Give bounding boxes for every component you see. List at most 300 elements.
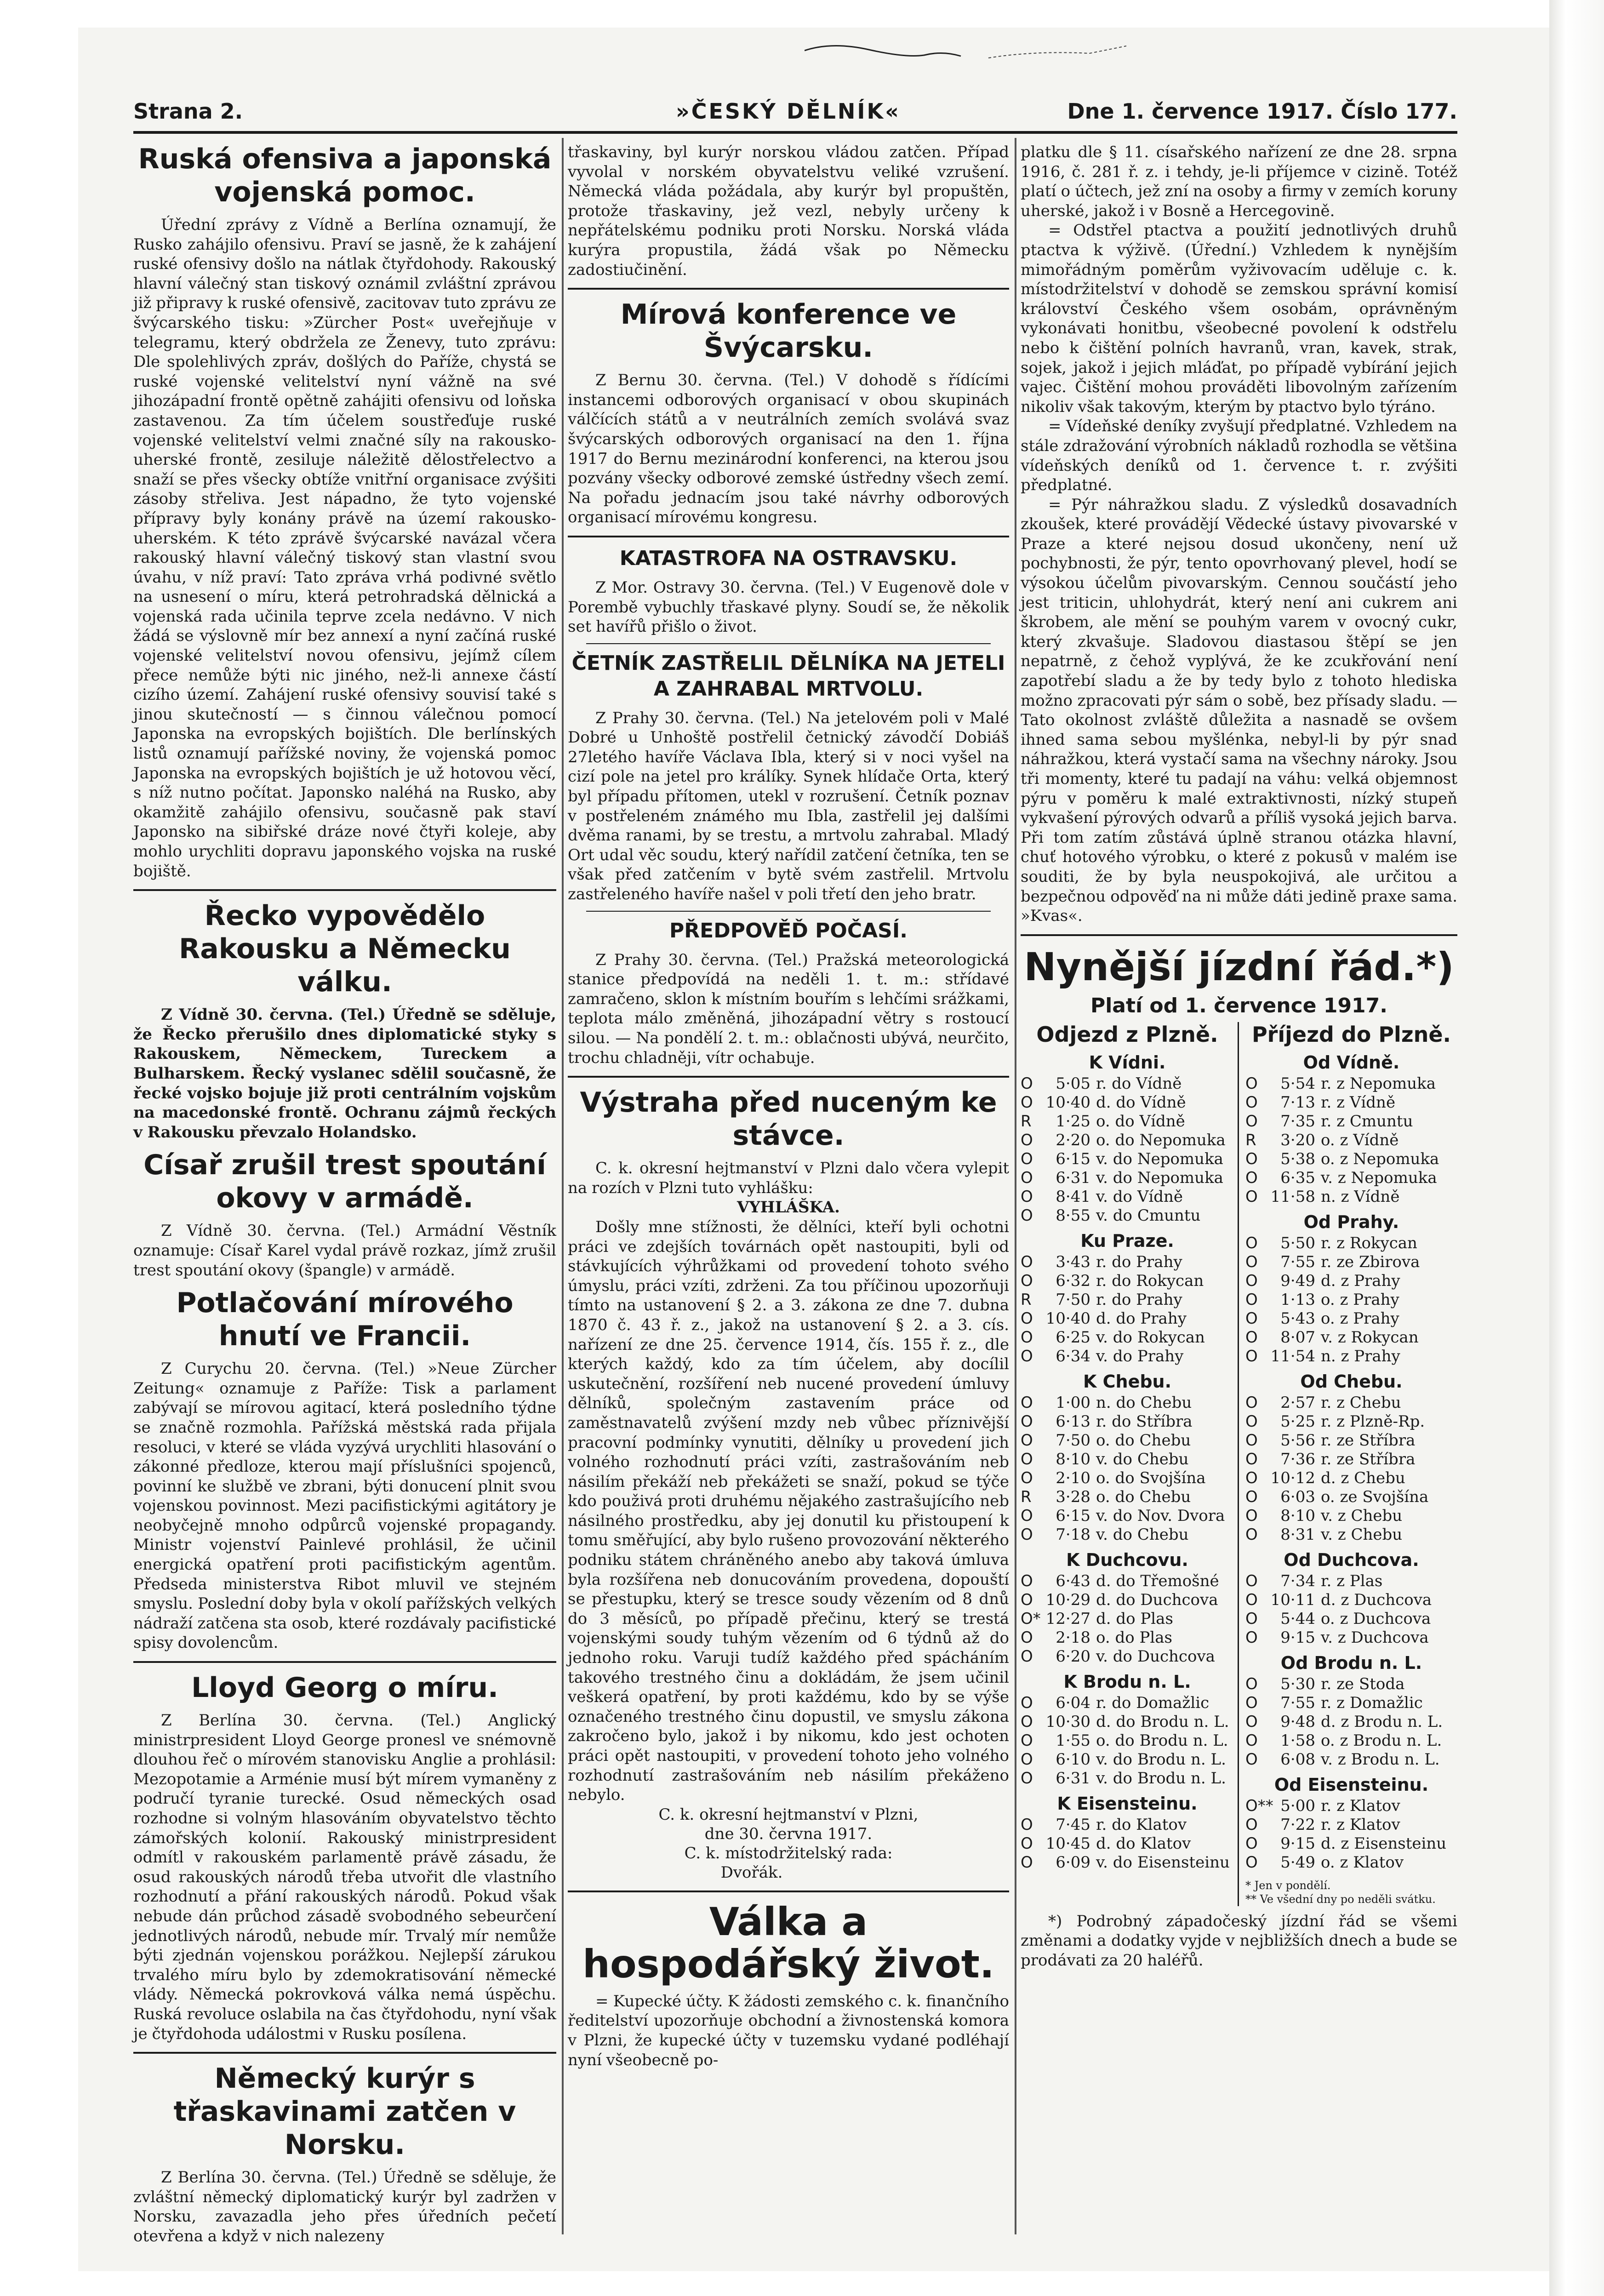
train-marker: O (1021, 1506, 1033, 1525)
article-separator (568, 1076, 1009, 1078)
timetable-row (1021, 1628, 1234, 1647)
timetable-row (1021, 1188, 1234, 1206)
signature: Dvořák. (720, 1863, 783, 1882)
timetable-row (1245, 1112, 1457, 1131)
timetable-row (1245, 1834, 1457, 1853)
train-time: 7·13 (1280, 1093, 1315, 1112)
train-marker: O (1021, 1093, 1033, 1112)
train-time: 7·35 (1280, 1112, 1315, 1131)
article-separator (568, 288, 1009, 290)
train-destination: r. z Cmuntu (1321, 1112, 1413, 1131)
train-destination: d. do Brodu n. L. (1096, 1712, 1229, 1731)
article-text: Z Mor. Ostravy 30. června. (Tel.) V Eugenově dole v Porembě vybuchly třaskavé plyny. Soudí se, že několik set havířů přišlo o život. (568, 578, 1009, 636)
timetable-row (1245, 1797, 1457, 1816)
train-destination: r. z Vídně (1321, 1093, 1396, 1112)
train-marker: O (1021, 1074, 1033, 1093)
train-destination: d. do Prahy (1096, 1309, 1187, 1328)
train-marker: O* (1021, 1609, 1041, 1628)
article-text: = Pýr náhražkou sladu. Z výsledků dosavadních zkoušek, které provádějí Vědecké ústavy pivovarské v Praze a které nejsou dosud ukončeny, není už pochybnosti, že pýr, tento opovrhovaný plevel, hodí se výsokou účelům pivovarským. Cennou součástí jeho jest triticin, uhlohydrát, který není ani cukrem ani škrobem, ale mění se pouhým varem v ovocný cukr, který zkvašuje. Sladovou diastasou štěpí se jen nepatrně, z čehož vyplývá, že ke zcukřování není zapotřebí sladu a že by tedy bylo z tohoto hlediska možno zpracovati pýr sám o sobě, bez přísady sladu. — Tato okolnost zvláště důležita a nasnadě se ovšem ihned sama sebou myšlénka, nebyl-li by pýr snad náhražkou, která vystačí sama na všechny nároky. Jsou tři momenty, které tu padají na váhu: velká objemnost pýru v poměru k malé extraktivnosti, nízký stupeň vykvašení pýrových odvarů a příliš vysoká jejich barva. Při tom zatím zůstává úplně stranou otázka hlavní, chuť hotového výrobku, o které z pokusů v malém ise souditi, že by byla neuspokojivá, ale určitou a bezpečnou odpověď na ni může dáti jedině praxe sama. »Kvas«. (1021, 495, 1457, 925)
train-time: 7·50 (1056, 1431, 1090, 1450)
timetable-row (1245, 1572, 1457, 1591)
timetable-row (1245, 1488, 1457, 1507)
train-marker: R (1021, 1290, 1032, 1309)
train-time: 6·43 (1056, 1571, 1090, 1590)
train-marker: O (1245, 1506, 1258, 1525)
timetable-row (1245, 1853, 1457, 1872)
article-title: Výstraha před nuceným ke stávce. (580, 1086, 997, 1152)
timetable-group-title: Od Chebu. (1300, 1371, 1403, 1392)
timetable-row (1245, 1309, 1457, 1328)
train-time: 1·13 (1280, 1290, 1315, 1309)
timetable-row (1021, 1347, 1234, 1366)
train-destination: o. ze Svojšína (1321, 1487, 1429, 1506)
timetable-row (1245, 1450, 1457, 1469)
train-time: 8·31 (1280, 1525, 1315, 1544)
timetable-row (1245, 1093, 1457, 1112)
train-marker: O (1245, 1290, 1258, 1309)
train-destination: v. do Brodu n. L. (1096, 1750, 1226, 1769)
train-destination: r. ze Stříbra (1321, 1431, 1416, 1450)
train-destination: r. z Chebu (1321, 1393, 1401, 1412)
article-title: Mírová konference ve Švýcarsku. (620, 298, 957, 364)
article-text: Z Curychu 20. června. (Tel.) »Neue Zürcher Zeitung« oznamuje z Paříže: Tisk a parlament zabývají se mírovou agitací, která posledního týdne se značně rozmohla. Pařížská městská rada přijala resoluci, v které se vláda vyzývá urychliti hlasování o zákonné předloze, kterou mají příslušníci spojenců, povinní ke službě ve zbrani, býti donucení plnit svou vojenskou povinnost. Mezi pacifistickými agitátory je neobyčejně mnoho odpůrců vojenské propagandy. Ministr vojenství Painlevé prohlásil, že učinil energická opatření proti pacifistickým agentům. Předseda ministerstva Ribot mluvil ve stejném smyslu. Poslední doby byla v okolí pařížských velkých nádraží zatčena sta osob, které rozdávaly pacifistické spisy dovolencům. (133, 1359, 556, 1652)
timetable-group-title: Od Prahy. (1303, 1211, 1399, 1232)
article-title: Císař zrušil trest spoutání okovy v armádě. (143, 1149, 546, 1215)
train-marker: O (1021, 1571, 1033, 1590)
train-marker: O (1021, 1731, 1033, 1750)
timetable-row (1245, 1074, 1457, 1093)
train-marker: O (1021, 1309, 1033, 1328)
train-marker: O (1245, 1431, 1258, 1450)
train-time: 6·31 (1056, 1769, 1090, 1788)
train-marker: O (1021, 1347, 1033, 1365)
timetable-row (1245, 1507, 1457, 1525)
timetable-row (1245, 1131, 1457, 1150)
signature: C. k. místodržitelský rada: (684, 1844, 893, 1862)
train-destination: r. z Domažlic (1321, 1693, 1423, 1712)
train-time: 5·25 (1280, 1412, 1315, 1431)
train-destination: v. z Chebu (1321, 1506, 1403, 1525)
article-separator (133, 2052, 556, 2054)
train-time: 6·10 (1056, 1750, 1090, 1769)
train-marker: O (1245, 1590, 1258, 1609)
train-marker: O (1021, 1815, 1033, 1834)
article-separator (568, 1890, 1009, 1892)
train-time: 5·56 (1280, 1431, 1315, 1450)
train-time: 3·20 (1280, 1131, 1315, 1149)
train-time: 7·22 (1280, 1815, 1315, 1834)
train-destination: v. z Rokycan (1321, 1328, 1419, 1347)
train-destination: o. z Klatov (1321, 1853, 1404, 1872)
train-marker: O (1021, 1328, 1033, 1347)
train-destination: o. z Duchcova (1321, 1609, 1431, 1628)
train-destination: r. do Domažlic (1096, 1693, 1210, 1712)
article-separator (133, 1661, 556, 1663)
article-separator (133, 889, 556, 891)
train-time: 3·43 (1056, 1252, 1090, 1271)
train-time: 8·55 (1056, 1206, 1090, 1225)
column-2 (568, 143, 1009, 2070)
timetable-row (1245, 1253, 1457, 1272)
train-destination: r. do Prahy (1096, 1290, 1182, 1309)
train-time: 10·30 (1045, 1712, 1090, 1731)
train-destination: d. z Duchcova (1321, 1590, 1432, 1609)
article-continuation: třaskaviny, byl kurýr norskou vládou zatčen. Případ vyvolal v norském obyvatelstvu veliké vzrušení. Německá vláda požádala, aby kurýr byl propuštěn, protože třaskaviny, jež vezl, nebyly určeny k nepřátelskému podniku proti Norsku. Norská vláda kurýra propustila, žádá však po Německu zadostiučinění. (568, 143, 1009, 279)
train-marker: O (1245, 1628, 1258, 1647)
train-time: 6·09 (1056, 1853, 1090, 1872)
train-time: 1·58 (1280, 1731, 1315, 1750)
train-time: 7·55 (1280, 1693, 1315, 1712)
train-time: 8·10 (1280, 1506, 1315, 1525)
train-destination: v. do Prahy (1096, 1347, 1184, 1365)
page-edge (1549, 0, 1604, 2296)
article-title: Potlačování mírového hnutí ve Francii. (176, 1287, 514, 1353)
timetable-row (1021, 1074, 1234, 1093)
departure-groups (1021, 1052, 1234, 1872)
train-destination: r. z Plzně-Rp. (1321, 1412, 1425, 1431)
timetable-row (1245, 1394, 1457, 1412)
train-time: 10·29 (1045, 1590, 1090, 1609)
train-marker: O (1245, 1468, 1258, 1487)
train-time: 6·34 (1056, 1347, 1090, 1365)
train-marker: O (1021, 1131, 1033, 1149)
timetable-row (1021, 1093, 1234, 1112)
article-text: Došly mne stížnosti, že dělníci, kteří byli ochotni práci ve zdejších továrnách opět nastoupiti, byli od stávkujících výhrůžkami od provedení tohoto svého úmyslu, práci vzíti, zdrženi. Za tou příčinou upozorňuji tímto na ustanovení § 2. a 3. zákona ze dne 7. dubna 1870 č. 43 ř. z., jakož na ustanovení § 2. a 3. cís. nařízení ze dne 25. července 1914, čís. 155 ř. z., dle kterých každý, kdo za tím účelem, aby docílil uskutečnění, rozšíření neb nucené provedení úmluvy dělníků, společným zastavením práce od zaměstnavatelů zvýšení mzdy neb vůbec příznivější pracovní podmínky vynutiti, dělníky u provedení jich volného rozhodnutí práci vzíti, zastrašováním neb násilím překáží neb překážeti se snaží, pokud se týče kdo použivá proti druhému nějakého zastrašujícího neb násilného prostředku, aby jej donutil ku přistoupení k tomu směřující, aby bylo rušeno provozování některého podniku státem chráněného anebo aby taková úmluva byla rozšířena neb donucováním provedena, dopouští se přestupku, který se tresce soudy vězením od 8 dnů do 3 měsíců, po případě přečinu, který se trestá vojenskými soudy tuhým vězením od 6 týdnů až do jednoho roku. Varuji tudíž každého před spácháním takového trestného činu a dokládám, že jsem učinil veškerá opatření, by proti každému, kdo by se výše označeného trestného činu dopustil, ve smyslu zákona zakročeno bylo, jakož i by nikomu, kdo jest ochoten práci opět nastoupiti, v provedení tohoto jeho volného rozhodnutí zastrašováním neb násilím překáženo nebylo. (568, 1217, 1009, 1805)
article-text: Z Prahy 30. června. (Tel.) Pražská meteorologická stanice předpovídá na neděli 1. t. m.: střídavé zamračeno, sklon k místním bouřím s lehčími srážkami, teplota málo změněná, jihozápadní větry s rostoucí silou. — Na pondělí 2. t. m.: oblačnosti ubývá, neurčito, trochu chladněji, vítr ochabuje. (568, 950, 1009, 1067)
timetable-group-title: Od Duchcova. (1284, 1549, 1419, 1570)
train-destination: r. ze Zbirova (1321, 1252, 1420, 1271)
train-destination: n. z Vídně (1321, 1187, 1400, 1206)
article-text: = Vídeňské deníky zvyšují předplatné. Vzhledem na stále zdražování výrobních nákladů rozhodla se většina vídeňských deníků od 1. července t. r. zvýšiti předplatné. (1021, 417, 1457, 495)
train-marker: O (1021, 1712, 1033, 1731)
timetable-row (1245, 1469, 1457, 1488)
train-marker: O (1245, 1347, 1258, 1365)
train-marker: O (1245, 1750, 1258, 1769)
timetable-note: *) Podrobný západočeský jízdní řád se všemi změnami a dodatky vyjde v nejbližších dnech a bude se prodávati za 20 haléřů. (1021, 1912, 1457, 1970)
timetable-row (1021, 1112, 1234, 1131)
train-marker: R (1245, 1131, 1256, 1149)
train-time: 5·30 (1280, 1674, 1315, 1693)
train-destination: r. z Rokycan (1321, 1234, 1417, 1252)
train-marker: O (1021, 1252, 1033, 1271)
train-destination: v. do Duchcova (1096, 1647, 1215, 1666)
timetable-title: Nynější jízdní řád.*) (1024, 944, 1454, 989)
article-text: Z Bernu 30. června. (Tel.) V dohodě s řídícími instancemi odborových organisací v obou skupinách válčících států a v neutrálních zemích svolává svaz švýcarských odborových organisací na den 1. října 1917 do Bernu mezinárodní konferenci, na kterou jsou pozvány všecky odborové zemské ústředny všech zemí. Na pořadu jednacím jsou také návrhy odborových organisací mírovému kongresu. (568, 371, 1009, 527)
train-time: 5·49 (1280, 1853, 1315, 1872)
train-destination: v. do Brodu n. L. (1096, 1769, 1226, 1788)
train-marker: O (1245, 1450, 1258, 1468)
timetable-row (1021, 1469, 1234, 1488)
train-destination: v. do Cmuntu (1096, 1206, 1201, 1225)
column-divider (562, 138, 564, 2234)
arrivals (1239, 1022, 1457, 1906)
train-time: 1·55 (1056, 1731, 1090, 1750)
timetable-row (1021, 1694, 1234, 1713)
timetable-row (1245, 1750, 1457, 1769)
timetable-group-title: K Vídni. (1089, 1052, 1166, 1073)
train-time: 5·44 (1280, 1609, 1315, 1628)
train-marker: O (1245, 1525, 1258, 1544)
train-destination: v. do Chebu (1096, 1525, 1189, 1544)
train-destination: r. z Klatov (1321, 1815, 1400, 1834)
train-destination: v. do Nepomuka (1096, 1149, 1223, 1168)
train-destination: o. do Svojšína (1096, 1468, 1206, 1487)
train-destination: d. do Plas (1096, 1609, 1173, 1628)
train-time: 10·45 (1045, 1834, 1090, 1853)
timetable-row (1021, 1591, 1234, 1610)
train-marker: O (1021, 1468, 1033, 1487)
train-marker: O (1245, 1074, 1258, 1093)
train-time: 6·08 (1280, 1750, 1315, 1769)
train-time: 5·38 (1280, 1149, 1315, 1168)
train-marker: O (1021, 1168, 1033, 1187)
article-title: Ruská ofensiva a japonská vojenská pomoc. (138, 143, 552, 208)
train-time: 9·15 (1280, 1834, 1315, 1853)
train-destination: d. do Klatov (1096, 1834, 1191, 1853)
signature: C. k. okresní hejtmanství v Plzni, (658, 1805, 919, 1824)
train-time: 5·54 (1280, 1074, 1315, 1093)
train-marker: R (1021, 1487, 1032, 1506)
timetable-row (1245, 1347, 1457, 1366)
train-time: 6·15 (1056, 1506, 1090, 1525)
train-time: 6·04 (1056, 1693, 1090, 1712)
train-time: 7·55 (1280, 1252, 1315, 1271)
timetable-row (1245, 1412, 1457, 1431)
train-marker: O (1245, 1252, 1258, 1271)
train-destination: o. do Vídně (1096, 1112, 1185, 1131)
train-destination: n. do Chebu (1096, 1393, 1192, 1412)
timetable-footnote: * Jen v pondělí. (1245, 1879, 1331, 1892)
train-destination: o. z Nepomuka (1321, 1149, 1439, 1168)
train-destination: d. do Duchcova (1096, 1590, 1218, 1609)
train-marker: O (1245, 1853, 1258, 1872)
timetable-row (1245, 1169, 1457, 1188)
train-time: 5·43 (1280, 1309, 1315, 1328)
header-rule (133, 131, 1457, 134)
train-time: 6·13 (1056, 1412, 1090, 1431)
column-divider (1015, 138, 1016, 2234)
timetable-row (1021, 1169, 1234, 1188)
train-destination: v. z Brodu n. L. (1321, 1750, 1440, 1769)
train-marker: O (1021, 1412, 1033, 1431)
timetable-row (1021, 1394, 1234, 1412)
timetable-footnote: ** Ve všední dny po neděli svátku. (1245, 1892, 1436, 1906)
timetable-row (1021, 1525, 1234, 1544)
timetable-row (1245, 1431, 1457, 1450)
train-destination: v. do Vídně (1096, 1187, 1183, 1206)
timetable-row (1021, 1834, 1234, 1853)
train-time: 7·36 (1280, 1450, 1315, 1468)
train-marker: R (1021, 1112, 1032, 1131)
article-text: Z Vídně 30. června. (Tel.) Úředně se sděluje, že Řecko přerušilo dnes diplomatické styky s Rakouskem, Německem, Tureckem a Bulharskem. Řecký vyslanec sdělil současně, že řecké vojsko bojuje již proti centrálním vojskům na macedonské frontě. Ochranu zájmů řeckých v Rakousku převzalo Holandsko. (133, 1005, 556, 1142)
timetable-group-title: Od Vídně. (1303, 1052, 1400, 1073)
train-destination: r. do Prahy (1096, 1252, 1182, 1271)
train-destination: r. do Vídně (1096, 1074, 1182, 1093)
article-separator (568, 536, 1009, 537)
timetable-row (1021, 1853, 1234, 1872)
timetable-row (1021, 1713, 1234, 1731)
train-marker: O (1245, 1815, 1258, 1834)
train-marker: O (1245, 1609, 1258, 1628)
timetable-row (1021, 1150, 1234, 1169)
timetable-group-title: Ku Praze. (1080, 1230, 1174, 1251)
train-marker: O (1245, 1712, 1258, 1731)
signature: dne 30. června 1917. (704, 1824, 873, 1843)
train-time: 10·40 (1045, 1093, 1090, 1112)
train-marker: O (1021, 1647, 1033, 1666)
train-destination: v. z Nepomuka (1321, 1168, 1437, 1187)
timetable-row (1245, 1628, 1457, 1647)
departures (1021, 1022, 1239, 1906)
train-time: 6·03 (1280, 1487, 1315, 1506)
train-destination: v. do Nepomuka (1096, 1168, 1223, 1187)
timetable-group-title: K Duchcovu. (1066, 1549, 1188, 1570)
timetable (1021, 1022, 1457, 1906)
train-time: 8·10 (1056, 1450, 1090, 1468)
train-marker: O (1021, 1431, 1033, 1450)
train-marker: O (1021, 1525, 1033, 1544)
train-destination: r. z Plas (1321, 1571, 1383, 1590)
train-marker: O (1021, 1693, 1033, 1712)
train-destination: r. do Klatov (1096, 1815, 1187, 1834)
train-time: 7·50 (1056, 1290, 1090, 1309)
timetable-row (1021, 1412, 1234, 1431)
train-destination: d. z Eisensteinu (1321, 1834, 1447, 1853)
train-marker: O (1245, 1093, 1258, 1112)
train-time: 11·58 (1270, 1187, 1315, 1206)
train-marker: O (1021, 1750, 1033, 1769)
train-time: 6·31 (1056, 1168, 1090, 1187)
train-time: 6·32 (1056, 1271, 1090, 1290)
train-marker: O (1245, 1309, 1258, 1328)
page-number: Strana 2. (133, 99, 243, 124)
train-destination: r. z Klatov (1321, 1796, 1400, 1815)
train-destination: n. z Prahy (1321, 1347, 1400, 1365)
article-title: Lloyd Georg o míru. (191, 1672, 498, 1704)
train-destination: o. z Vídně (1321, 1131, 1399, 1149)
timetable-row (1021, 1450, 1234, 1469)
departures-heading: Odjezd z Plzně. (1036, 1022, 1218, 1047)
train-marker: O (1021, 1450, 1033, 1468)
timetable-row (1021, 1291, 1234, 1309)
article-text: Z Prahy 30. června. (Tel.) Na jetelovém poli v Malé Dobré u Unhoště postřelil četnický závodčí Dobiáš 27letého havíře Václava Ibla, který si v noci vyšel na cizí pole na jetel pro králíky. Synek hlídače Orta, který byl případu přítomen, utekl v rozrušení. Četník poznav v postřeleném známého mu Ibla, zastřelil jej dalšími dvěma ranami, by se trestu, a mrtvolu zahrabal. Mladý Ort udal věc soudu, který nařídil zatčení četníka, ten se však před zatčením v bytě svém zastřelil. Mrtvolu zastřeleného havíře našel v poli třetí den jeho bratr. (568, 708, 1009, 904)
timetable-group-title: Od Eisensteinu. (1274, 1774, 1429, 1795)
train-time: 8·41 (1056, 1187, 1090, 1206)
timetable-group-title: K Chebu. (1083, 1371, 1172, 1392)
train-time: 2·20 (1056, 1131, 1090, 1149)
train-time: 12·27 (1045, 1609, 1090, 1628)
timetable-row (1245, 1328, 1457, 1347)
article-title: ČETNÍK ZASTŘELIL DĚLNÍKA NA JETELI A ZAHRABAL MRTVOLU. (571, 651, 1005, 701)
timetable-row (1021, 1488, 1234, 1507)
article-title: Řecko vypovědělo Rakousku a Německu válku. (179, 900, 511, 999)
timetable-row (1021, 1206, 1234, 1225)
article-title: KATASTROFA NA OSTRAVSKU. (619, 546, 958, 570)
train-destination: v. do Nov. Dvora (1096, 1506, 1225, 1525)
article-title: PŘEDPOVĚĎ POČASÍ. (669, 919, 908, 942)
train-time: 6·25 (1056, 1328, 1090, 1347)
issue-date: Dne 1. července 1917. Číslo 177. (1067, 99, 1457, 124)
train-time: 9·48 (1280, 1712, 1315, 1731)
train-marker: O (1245, 1328, 1258, 1347)
train-marker: O (1245, 1149, 1258, 1168)
train-destination: d. z Chebu (1321, 1468, 1405, 1487)
timetable-row (1245, 1591, 1457, 1610)
train-destination: d. do Třemošné (1096, 1571, 1219, 1590)
train-destination: o. z Brodu n. L. (1321, 1731, 1442, 1750)
column-3 (1021, 143, 1457, 1970)
article-separator (586, 911, 991, 912)
timetable-row (1021, 1750, 1234, 1769)
train-time: 11·54 (1270, 1347, 1315, 1365)
train-destination: v. do Rokycan (1096, 1328, 1205, 1347)
train-marker: O (1245, 1693, 1258, 1712)
timetable-row (1245, 1188, 1457, 1206)
timetable-row (1021, 1328, 1234, 1347)
train-time: 2·57 (1280, 1393, 1315, 1412)
train-marker: O (1245, 1168, 1258, 1187)
train-marker: O (1245, 1487, 1258, 1506)
train-time: 8·07 (1280, 1328, 1315, 1347)
train-destination: r. ze Stoda (1321, 1674, 1405, 1693)
train-marker: O (1245, 1271, 1258, 1290)
train-time: 10·11 (1270, 1590, 1315, 1609)
article-text: Úřední zprávy z Vídně a Berlína oznamují, že Rusko zahájilo ofensivu. Praví se jasně, že k zahájení ruské ofensivy došlo na nátlak čtyřdohody. Rakouský hlavní válečný stan tiskový oznámil zvláštní zprávou již připravy k ruské ofensivě, zacitovav tuto zprávu ze švýcarského tisku: »Zürcher Post« uveřejňuje v telegramu, který obdržela ze Ženevy, tuto zprávu: Dle spolehlivých zpráv, došlých do Paříže, chystá se ruské vojenské velitelství nyní vážně na své jihozápadní frontě opětně zahájiti ofensivu od loňska zastavenou. Za tím účelem soustřeďuje ruské vojenské velitelství velmi značné síly na rakousko-uherské frontě, zesiluje náležitě dělostřelectvo a snaží se přes všecky obtíže vnitřní organisace zvýšiti zásoby střeliva. Jest nápadno, že tyto vojenské přípravy byly konány právě na území rakousko-uherském. K této zprávě švýcarské navázal včera rakouský hlavní válečný tiskový stan vlastní svou úvahu, v níž praví: Tato zpráva vrhá podivné světlo na usnesení o míru, která petrohradská dělnická a vojenská rada učinila teprve zcela nedávno. V nich žádá se výslovně mír bez annexí a nyní začíná ruské vojenské velitelství novou ofensivu, jejímž cílem přece nemůže býti nic jiného, než-li annexe částí cizího území. Zahájení ruské ofensivy souvisí také s jinou skutečností — s činnou válečnou pomocí Japonska na evropských bojištích. Dle berlínských listů oznamují pařížské noviny, že vojenská pomoc Japonska na evropských bojištích je už hotovou věcí, s níž nutno počítat. Japonsko naléhá na Rusko, aby okamžitě zahájilo ofensivu, současně pak staví Japonsko na sibiřské dráze nové čtyři koleje, aby mohlo urychliti dopravu japonského vojska na ruské bojiště. (133, 216, 556, 880)
train-destination: v. z Duchcova (1321, 1628, 1429, 1647)
train-marker: O (1021, 1206, 1033, 1225)
timetable-row (1021, 1731, 1234, 1750)
timetable-row (1245, 1731, 1457, 1750)
train-time: 7·18 (1056, 1525, 1090, 1544)
article-separator (586, 643, 991, 644)
train-destination: o. do Chebu (1096, 1431, 1191, 1450)
train-time: 10·40 (1045, 1309, 1090, 1328)
train-marker: O (1245, 1412, 1258, 1431)
train-time: 6·15 (1056, 1149, 1090, 1168)
train-time: 2·18 (1056, 1628, 1090, 1647)
page-header (133, 99, 1457, 131)
train-time: 5·50 (1280, 1234, 1315, 1252)
train-marker: O (1245, 1112, 1258, 1131)
train-marker: O** (1245, 1796, 1273, 1815)
train-destination: r. do Stříbra (1096, 1412, 1193, 1431)
train-time: 5·05 (1056, 1074, 1090, 1093)
timetable-row (1021, 1769, 1234, 1788)
article-text: C. k. okresní hejtmanství v Plzni dalo včera vylepit na rozích v Plzni tuto vyhlášku: (568, 1159, 1009, 1197)
train-destination: r. z Nepomuka (1321, 1074, 1436, 1093)
timetable-row (1245, 1713, 1457, 1731)
train-marker: O (1021, 1628, 1033, 1647)
newspaper-name: »ČESKÝ DĚLNÍK« (676, 99, 901, 124)
train-marker: O (1245, 1187, 1258, 1206)
arrivals-heading: Příjezd do Plzně. (1251, 1022, 1451, 1047)
timetable-row (1021, 1272, 1234, 1291)
train-marker: O (1021, 1149, 1033, 1168)
train-time: 1·25 (1056, 1112, 1090, 1131)
article-title: Válka a hospodářský život. (582, 1899, 994, 1987)
train-destination: v. do Chebu (1096, 1450, 1189, 1468)
train-destination: o. do Chebu (1096, 1487, 1191, 1506)
timetable-row (1021, 1647, 1234, 1666)
timetable-row (1245, 1234, 1457, 1253)
train-time: 2·10 (1056, 1468, 1090, 1487)
timetable-row (1021, 1309, 1234, 1328)
train-destination: o. do Plas (1096, 1628, 1172, 1647)
article-text: Z Vídně 30. června. (Tel.) Armádní Věstník oznamuje: Císař Karel vydal právě rozkaz, jímž zrušil trest spoutání okovy (špangle) v armádě. (133, 1222, 556, 1279)
paper-scratch-mark (805, 37, 1126, 64)
timetable-row (1021, 1253, 1234, 1272)
train-destination: d. z Prahy (1321, 1271, 1400, 1290)
